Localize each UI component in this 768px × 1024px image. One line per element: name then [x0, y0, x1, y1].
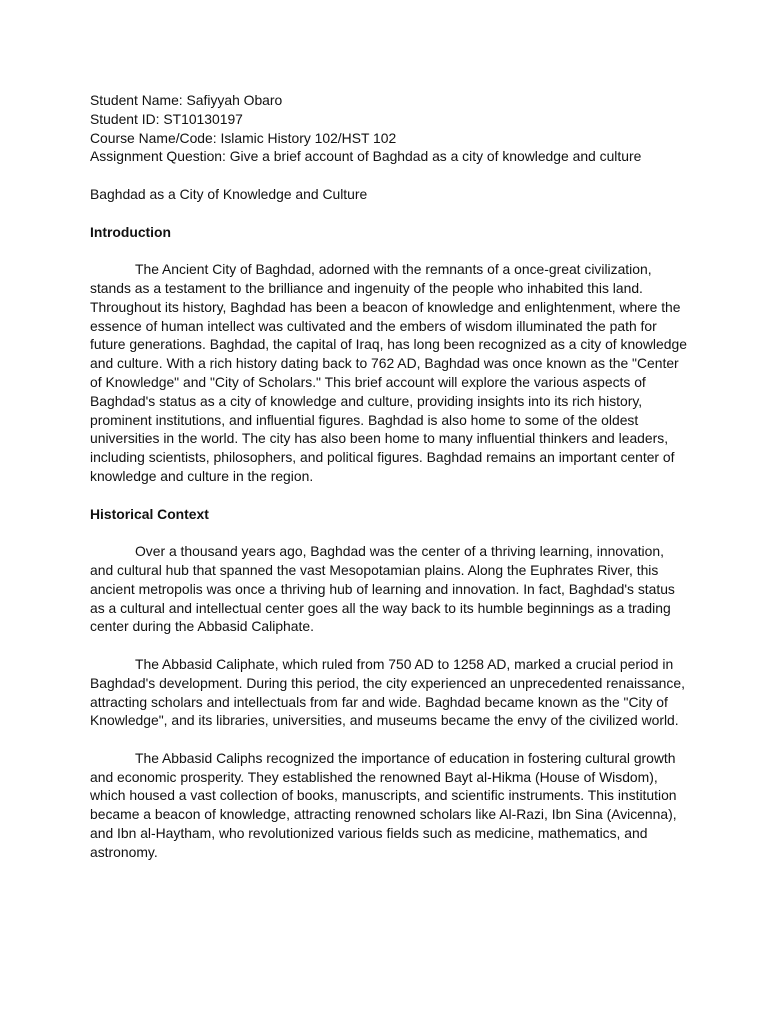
historical-context-heading: Historical Context [90, 505, 209, 522]
course-name: Course Name/Code: Islamic History 102/HST 102 [90, 129, 397, 146]
assignment-question: Assignment Question: Give a brief account of Baghdad as a city of knowledge and culture [90, 148, 642, 165]
historical-paragraph-3: The Abbasid Caliphs recognized the importance of education in fostering cultural growth and economic prosperity. They established the renowned Bayt al-Hikma (House of Wisdom), which housed a vast collection of books, manuscripts, and scientific instruments. This institution became a beacon of knowledge, attracting renowned scholars like Al-Razi, Ibn Sina (Avicenna), and Ibn al-Haytham, who revolutionized various fields such as medicine, mathematics, and astronomy. [90, 749, 677, 860]
document-page [90, 91, 690, 862]
historical-paragraph-2: The Abbasid Caliphate, which ruled from 750 AD to 1258 AD, marked a crucial period in Baghdad's development. During this period, the city experienced an unprecedented renaissance, attracting scholars and intellectuals from far and wide. Baghdad became known as the "City of Knowledge", and its libraries, universities, and museums became the envy of the civilized world. [90, 655, 685, 729]
student-name: Student Name: Safiyyah Obaro [90, 92, 283, 108]
introduction-heading: Introduction [90, 223, 172, 240]
document-title: Baghdad as a City of Knowledge and Culture [90, 185, 368, 202]
student-id: Student ID: ST10130197 [90, 110, 243, 127]
introduction-paragraph: The Ancient City of Baghdad, adorned with the remnants of a once-great civilization, stands as a testament to the brilliance and ingenuity of the people who inhabited this land. Throughout its history, Baghdad has been a beacon of knowledge and enlightenment, where the essence of human intellect was cultivated and the embers of wisdom illuminated the path for future generations. Baghdad, the capital of Iraq, has long been recognized as a city of knowledge and culture. With a rich history dating back to 762 AD, Baghdad was once known as the "Center of Knowledge" and "City of Scholars." This brief account will explore the various aspects of Baghdad's status as a city of knowledge and culture, providing insights into its rich history, prominent institutions, and influential figures. Baghdad is also home to some of the oldest universities in the world. The city has also been home to many influential thinkers and leaders, including scientists, philosophers, and political figures. Baghdad remains an important center of knowledge and culture in the region. [90, 261, 687, 484]
historical-paragraph-1: Over a thousand years ago, Baghdad was the center of a thriving learning, innovation, and cultural hub that spanned the vast Mesopotamian plains. Along the Euphrates River, this ancient metropolis was once a thriving hub of learning and innovation. In fact, Baghdad's status as a cultural and intellectual center goes all the way back to its humble beginnings as a trading center during the Abbasid Caliphate. [90, 543, 675, 635]
